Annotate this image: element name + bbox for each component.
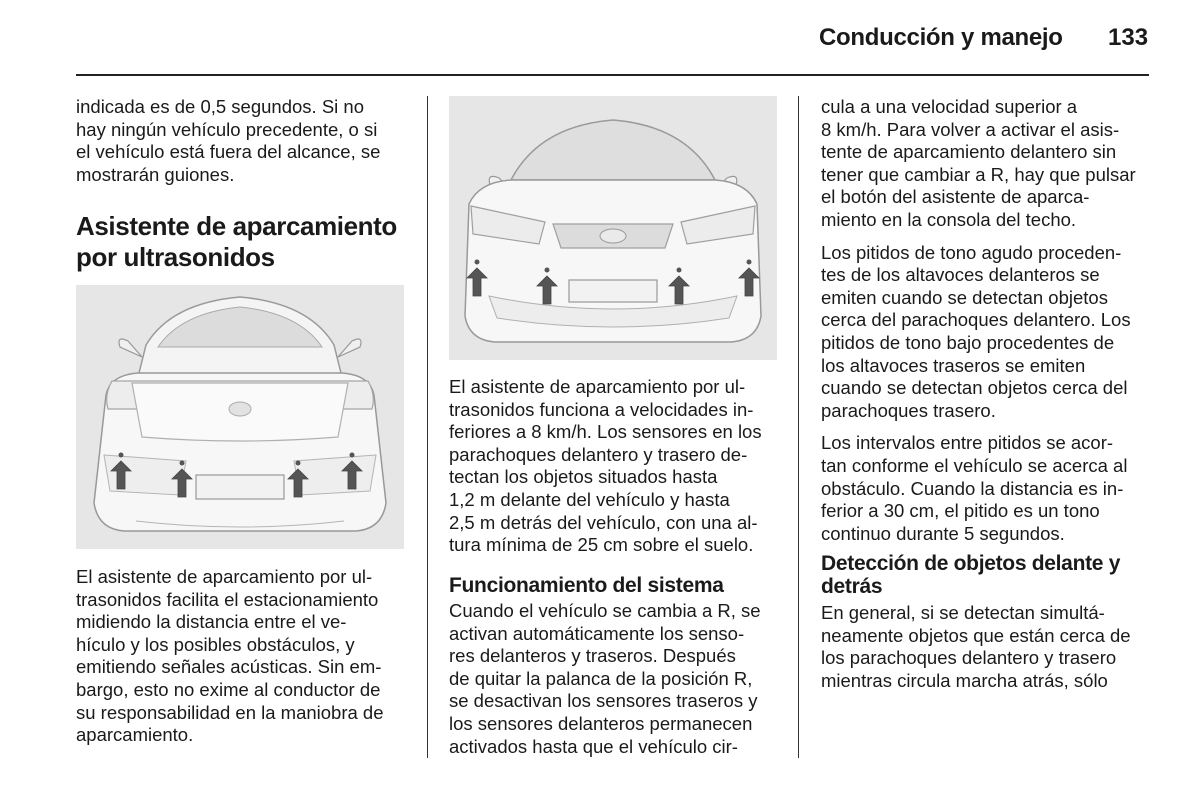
- column-3-tail: [821, 602, 1156, 702]
- column-2-function: [449, 600, 781, 768]
- column-1: [76, 96, 411, 196]
- column-1-body: [76, 566, 411, 757]
- subsection-heading: Funcionamiento del sistema: [449, 574, 724, 597]
- front-car-illustration: [449, 96, 777, 360]
- subsection-wrap: [449, 574, 781, 597]
- column-2-body: [449, 376, 781, 567]
- body-paragraph: Cuando el vehículo se cambia a R, se activan automáticamente los senso- res delanteros y traseros. Después de quitar la palanca de la posición R, se desactivan los sensores traseros y los sensores delanteros permanecen activados hasta que el vehículo cir-: [449, 600, 761, 757]
- body-paragraph: El asistente de aparcamiento por ul- trasonidos facilita el estacionamiento midiendo la distancia entre el ve- hículo y los posibles obstáculos, y emitiendo señales acústicas. Sin em- bargo, esto no exime al conductor de su responsabilidad en la maniobra de aparcamiento.: [76, 566, 384, 746]
- body-paragraph: Los pitidos de tono agudo proceden- tes de los altavoces delanteros se emiten cuando se detectan objetos cerca del parachoques delantero. Los pitidos de tono bajo procedentes de los altavoces traseros se emiten cuando se detectan objetos cerca del parachoques trasero.: [821, 241, 1131, 421]
- body-paragraph: Los intervalos entre pitidos se acor- tan conforme el vehículo se acerca al obstáculo. Cuando la distancia es in- ferior a 30 cm, el pitido es un tono continuo durante 5 segundos.: [821, 432, 1128, 544]
- body-paragraph: cula a una velocidad superior a 8 km/h. Para volver a activar el asis- tente de aparcamiento delantero sin tener que cambiar a R, hay que pulsar el botón del asistente de aparca- miento en la consola del techo.: [821, 96, 1136, 230]
- header-rule: [76, 74, 1149, 76]
- intro-paragraph: indicada es de 0,5 segundos. Si no hay ningún vehículo precedente, o si el vehículo está fuera del alcance, se mostrarán guiones.: [76, 96, 381, 185]
- subsection-wrap: [821, 552, 1156, 598]
- front-car-drawing: [449, 96, 777, 360]
- rear-car-illustration: [76, 285, 404, 549]
- column-3: [821, 96, 1156, 555]
- rear-car-drawing: [76, 285, 404, 549]
- running-header-title: Conducción y manejo: [819, 24, 1063, 51]
- section-heading: Asistente de aparcamiento por ultrasonidos: [76, 211, 397, 272]
- column-divider-right: [798, 96, 799, 758]
- body-paragraph: El asistente de aparcamiento por ul- trasonidos funciona a velocidades in- feriores a 8 km/h. Los sensores en los parachoques delantero y trasero de- tectan los objetos situados hasta 1,2 m delante del vehículo y hasta 2,5 m detrás del vehículo, con una al- tura mínima de 25 cm sobre el suelo.: [449, 376, 762, 556]
- subsection-heading: Detección de objetos delante y detrás: [821, 552, 1121, 598]
- column-divider-left: [427, 96, 428, 758]
- body-paragraph: En general, si se detectan simultá- neamente objetos que están cerca de los parachoques delantero y trasero mientras circula marcha atrás, sólo: [821, 602, 1131, 691]
- section-heading-wrap: [76, 211, 411, 273]
- page-number: 133: [1108, 24, 1149, 51]
